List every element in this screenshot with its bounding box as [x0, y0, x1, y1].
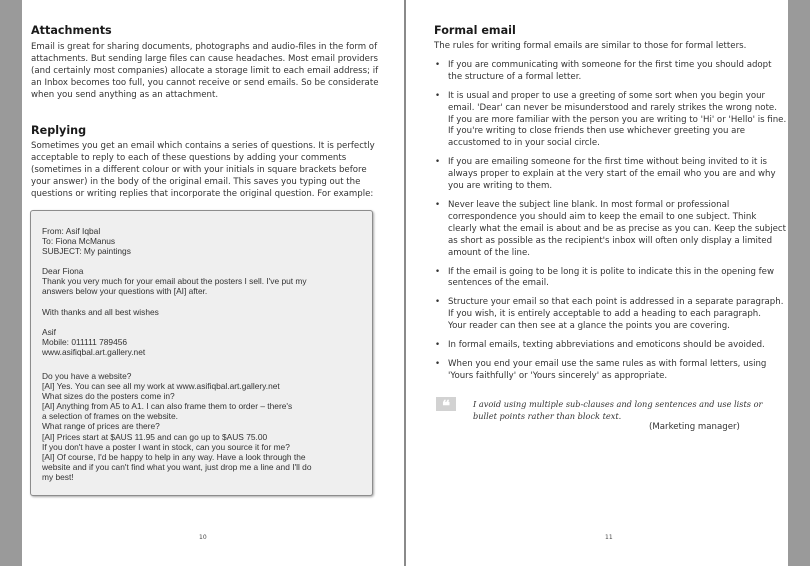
attachments-section: [31, 24, 396, 102]
email-from: From: Asif Iqbal: [42, 226, 101, 236]
rule-line: In formal emails, texting abbreviations and emoticons should be avoided.: [448, 340, 765, 351]
email-line: answers below your questions with [AI] after.: [42, 286, 208, 297]
formal-email-heading: Formal email: [434, 24, 516, 37]
email-body: [42, 266, 360, 296]
bullet-icon: •: [435, 90, 441, 101]
rule-item: [434, 267, 784, 291]
signature-name: Asif: [42, 326, 56, 337]
pull-quote: [473, 399, 773, 422]
rule-line: If you are communicating with someone for the first time you should adopt: [448, 59, 772, 70]
example-email-box: [30, 210, 373, 496]
email-greeting: Dear Fiona: [42, 266, 84, 277]
text-line: when you send anything as an attachment.: [31, 89, 219, 100]
email-line: Do you have a website?: [42, 370, 132, 381]
rule-line: accustomed to in your social circle.: [448, 138, 600, 149]
rule-line: sentences of the email.: [448, 278, 549, 289]
page-number-right: 11: [605, 534, 613, 541]
email-line: [AI] Yes. You can see all my work at www.asifiqbal.art.gallery.net: [42, 381, 280, 392]
replying-paragraph: [31, 141, 396, 201]
rule-line: Your reader can then see at a glance the points you are covering.: [448, 321, 730, 332]
bullet-icon: •: [435, 297, 441, 308]
email-line: [AI] Of course, I'd be happy to help in any way. Have a look through the: [42, 451, 306, 462]
rule-item: [434, 340, 784, 352]
text-line: (sometimes in a different colour or with your initials in square brackets before: [31, 164, 367, 175]
formal-email-intro: The rules for writing formal emails are similar to those for formal letters.: [434, 41, 747, 51]
bullet-icon: •: [435, 358, 441, 369]
email-signature: [42, 327, 360, 357]
rule-line: always proper to explain at the very start of the email who you are and why: [448, 169, 776, 180]
rule-line: as short as possible as the recipient's inbox will often only display a limited: [448, 235, 773, 246]
email-header: [42, 226, 360, 256]
rule-line: If you are emailing someone for the first time without being invited to it is: [448, 157, 768, 168]
email-line: [AI] Anything from A5 to A1. I can also frame them to order – there's: [42, 401, 293, 412]
formal-email-section: [434, 24, 787, 390]
email-line: Thank you very much for your email about the posters I sell. I've put my: [42, 276, 307, 287]
text-line: acceptable to reply to each of these questions by adding your comments: [31, 152, 347, 163]
rule-line: If you're writing to close friends then use whichever greeting you are: [448, 126, 746, 137]
signature-mobile: Mobile: 011111 789456: [42, 336, 128, 347]
rule-item: [434, 199, 787, 260]
email-closing: [42, 307, 360, 317]
right-page: [406, 0, 788, 566]
rule-line: If the email is going to be long it is polite to indicate this in the opening few: [448, 266, 775, 277]
text-line: questions or writing replies that incorporate the original question. For example:: [31, 188, 374, 199]
rule-item: [434, 359, 784, 383]
quote-attribution: (Marketing manager): [649, 422, 740, 432]
rule-item: [434, 157, 784, 193]
bullet-icon: •: [435, 199, 441, 210]
rule-line: Never leave the subject line blank. In most formal or professional: [448, 199, 730, 210]
bullet-icon: •: [435, 266, 441, 277]
bullet-icon: •: [435, 340, 441, 351]
bullet-icon: •: [435, 59, 441, 70]
rule-line: correspondence you should aim to keep the email to one subject. Think: [448, 211, 757, 222]
replying-heading: Replying: [31, 124, 87, 137]
attachments-paragraph: [31, 42, 396, 102]
quote-mark-icon: ❝: [436, 397, 456, 411]
text-line: (and certainly most companies) allocate a storage limit to each email address; if: [31, 65, 379, 76]
quote-line: bullet points rather than block text.: [473, 410, 622, 421]
rule-line: If you wish, it is entirely acceptable to add a heading to each paragraph.: [448, 309, 761, 320]
email-line: With thanks and all best wishes: [42, 306, 159, 317]
text-line: your answer) in the body of the original email. This saves you typing out the: [31, 176, 361, 187]
text-line: Email is great for sharing documents, photographs and audio-files in the form of: [31, 42, 378, 52]
rule-line: amount of the line.: [448, 247, 530, 258]
bullet-icon: •: [435, 157, 441, 168]
rule-line: email. 'Dear' can never be misunderstood and rarely strikes the wrong note.: [448, 102, 777, 113]
email-subject: SUBJECT: My paintings: [42, 246, 131, 257]
rule-line: It is usual and proper to use a greeting of some sort when you begin your: [448, 90, 766, 101]
rule-line: clearly what the email is about and be as precise as you can. Keep the subject: [448, 223, 787, 234]
email-qa: [42, 371, 360, 482]
email-line: If you don't have a poster I want in stock, can you source it for me?: [42, 441, 290, 452]
formal-email-rules: [434, 59, 787, 383]
text-line: Sometimes you get an email which contains a series of questions. It is perfectly: [31, 141, 375, 151]
replying-section: [31, 124, 396, 201]
page-number-left: 10: [199, 534, 207, 541]
email-line: a selection of frames on the website.: [42, 411, 178, 422]
email-to: To: Fiona McManus: [42, 236, 116, 247]
rule-line: you are writing to them.: [448, 181, 553, 192]
signature-website: www.asifiqbal.art.gallery.net: [42, 346, 146, 357]
text-line: an Inbox becomes too full, you cannot receive or send emails. So be considerate: [31, 77, 379, 88]
rule-line: If you are more familiar with the person you are writing to 'Hi' or 'Hello' is fine.: [448, 114, 787, 125]
rule-item: [434, 60, 784, 84]
email-line: website and if you can't find what you want, just drop me a line and I'll do: [42, 461, 312, 472]
email-line: What sizes do the posters come in?: [42, 391, 175, 402]
rule-line: When you end your email use the same rules as with formal letters, using: [448, 358, 767, 369]
rule-line: 'Yours faithfully' or 'Yours sincerely' as appropriate.: [448, 370, 668, 381]
email-line: my best!: [42, 471, 74, 482]
rule-line: the structure of a formal letter.: [448, 71, 582, 82]
email-line: [AI] Prices start at $AUS 11.95 and can go up to $AUS 75.00: [42, 431, 268, 442]
rule-item: [434, 297, 784, 333]
left-page: [22, 0, 404, 566]
text-line: attachments. But sending large files can cause headaches. Most email providers: [31, 53, 378, 64]
attachments-heading: Attachments: [31, 24, 112, 37]
quote-line: I avoid using multiple sub-clauses and long sentences and use lists or: [473, 399, 763, 409]
email-line: What range of prices are there?: [42, 421, 160, 432]
rule-line: Structure your email so that each point is addressed in a separate paragraph.: [448, 297, 784, 308]
rule-item: [434, 90, 787, 151]
